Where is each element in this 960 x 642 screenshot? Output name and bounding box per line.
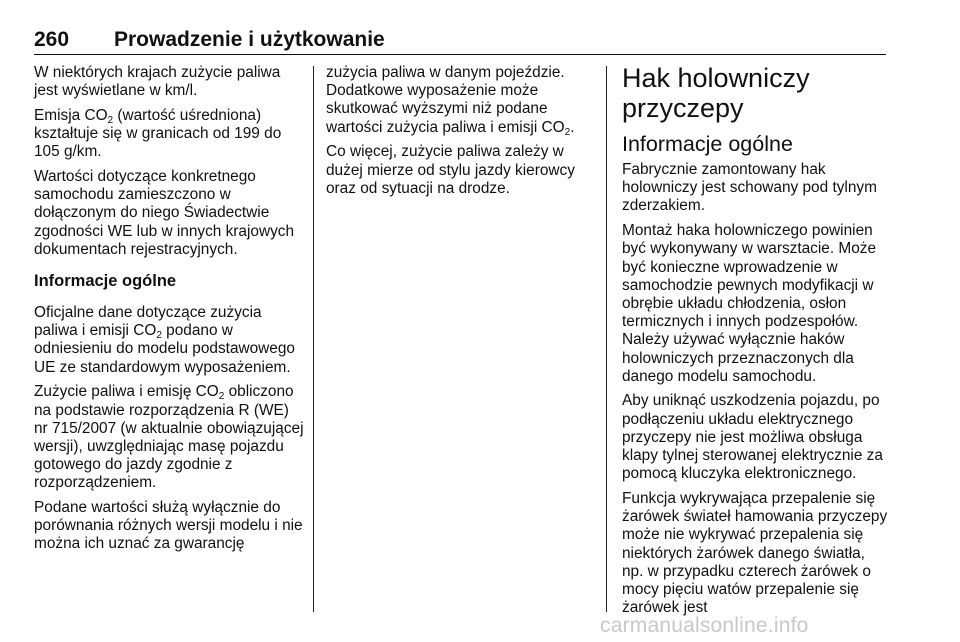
section-heading: Informacje ogólne (34, 272, 177, 291)
paragraph: Emisja $CO_2$ (wartość uśredniona) kształtuje się w granicach od 199 do 105 g/km. (34, 106, 282, 161)
page-header (34, 28, 886, 55)
column-divider (606, 66, 607, 612)
paragraph: Fabrycznie zamontowany hak holowniczy jest schowany pod tylnym zderzakiem. (622, 161, 877, 215)
section-title: Hak holowniczy przyczepy (622, 63, 810, 123)
page-number: 260 (34, 28, 70, 51)
subsection-title: Informacje ogólne (622, 132, 793, 156)
text-column-1 (34, 64, 304, 560)
paragraph: Co więcej, zużycie paliwa zależy w dużej mierze od stylu jazdy kierowcy oraz od sytuacji na drodze. (326, 143, 575, 197)
column-divider (313, 66, 314, 612)
paragraph: Aby uniknąć uszkodzenia pojazdu, po podłączeniu układu elektrycznego przyczepy nie jest możliwa obsługa klapy tylnej sterowanej elektrycznie za pomocą kluczyka elektronicznego. (622, 392, 883, 483)
paragraph: Zużycie paliwa i emisję $CO_2$ obliczono na podstawie rozporządzenia R (WE) nr 715/2007 (w aktualnie obowiązującej wersji), uwzględniając masę pojazdu gotowego do jazdy zgodnie z rozporządzeniem. (34, 383, 304, 492)
chapter-title: Prowadzenie i użytkowanie (114, 28, 385, 51)
paragraph: Funkcja wykrywająca przepalenie się żarówek świateł hamowania przyczepy może nie wykrywać przepalenia się niektórych żarówek danego światła, np. w przypadku czterech żarówek o mocy pięciu watów przepalenie się żarówek jest (622, 489, 888, 617)
paragraph: W niektórych krajach zużycie paliwa jest wyświetlane w km/l. (34, 64, 281, 100)
text-column-3 (622, 64, 890, 624)
paragraph: Podane wartości służą wyłącznie do porównania różnych wersji modelu i nie można ich uznać za gwarancję (34, 499, 303, 553)
paragraph: Wartości dotyczące konkretnego samochodu zamieszczono w dołączonym do niego Świadectwie zgodności WE lub w innych krajowych dokumentach rejestracyjnych. (34, 168, 295, 258)
paragraph: zużycia paliwa w danym pojeździe. Dodatkowe wyposażenie może skutkować wyższymi niż podane wartości zużycia paliwa i emisji $CO_2$. (326, 64, 575, 138)
text-column-2 (326, 64, 596, 204)
paragraph: Oficjalne dane dotyczące zużycia paliwa i emisji $CO_2$ podano w odniesieniu do modelu podstawowego UE ze standardowym wyposażeniem. (34, 304, 295, 376)
watermark: carmanualsonline.info (600, 614, 809, 637)
paragraph: Montaż haka holowniczego powinien być wykonywany w warsztacie. Może być konieczne wprowadzenie w samochodzie pewnych modyfikacji w obrębie układu chłodzenia, osłon termicznych i innych podzespołów. Należy używać wyłącznie haków holowniczych przeznaczonych dla danego modelu samochodu. (622, 222, 877, 385)
